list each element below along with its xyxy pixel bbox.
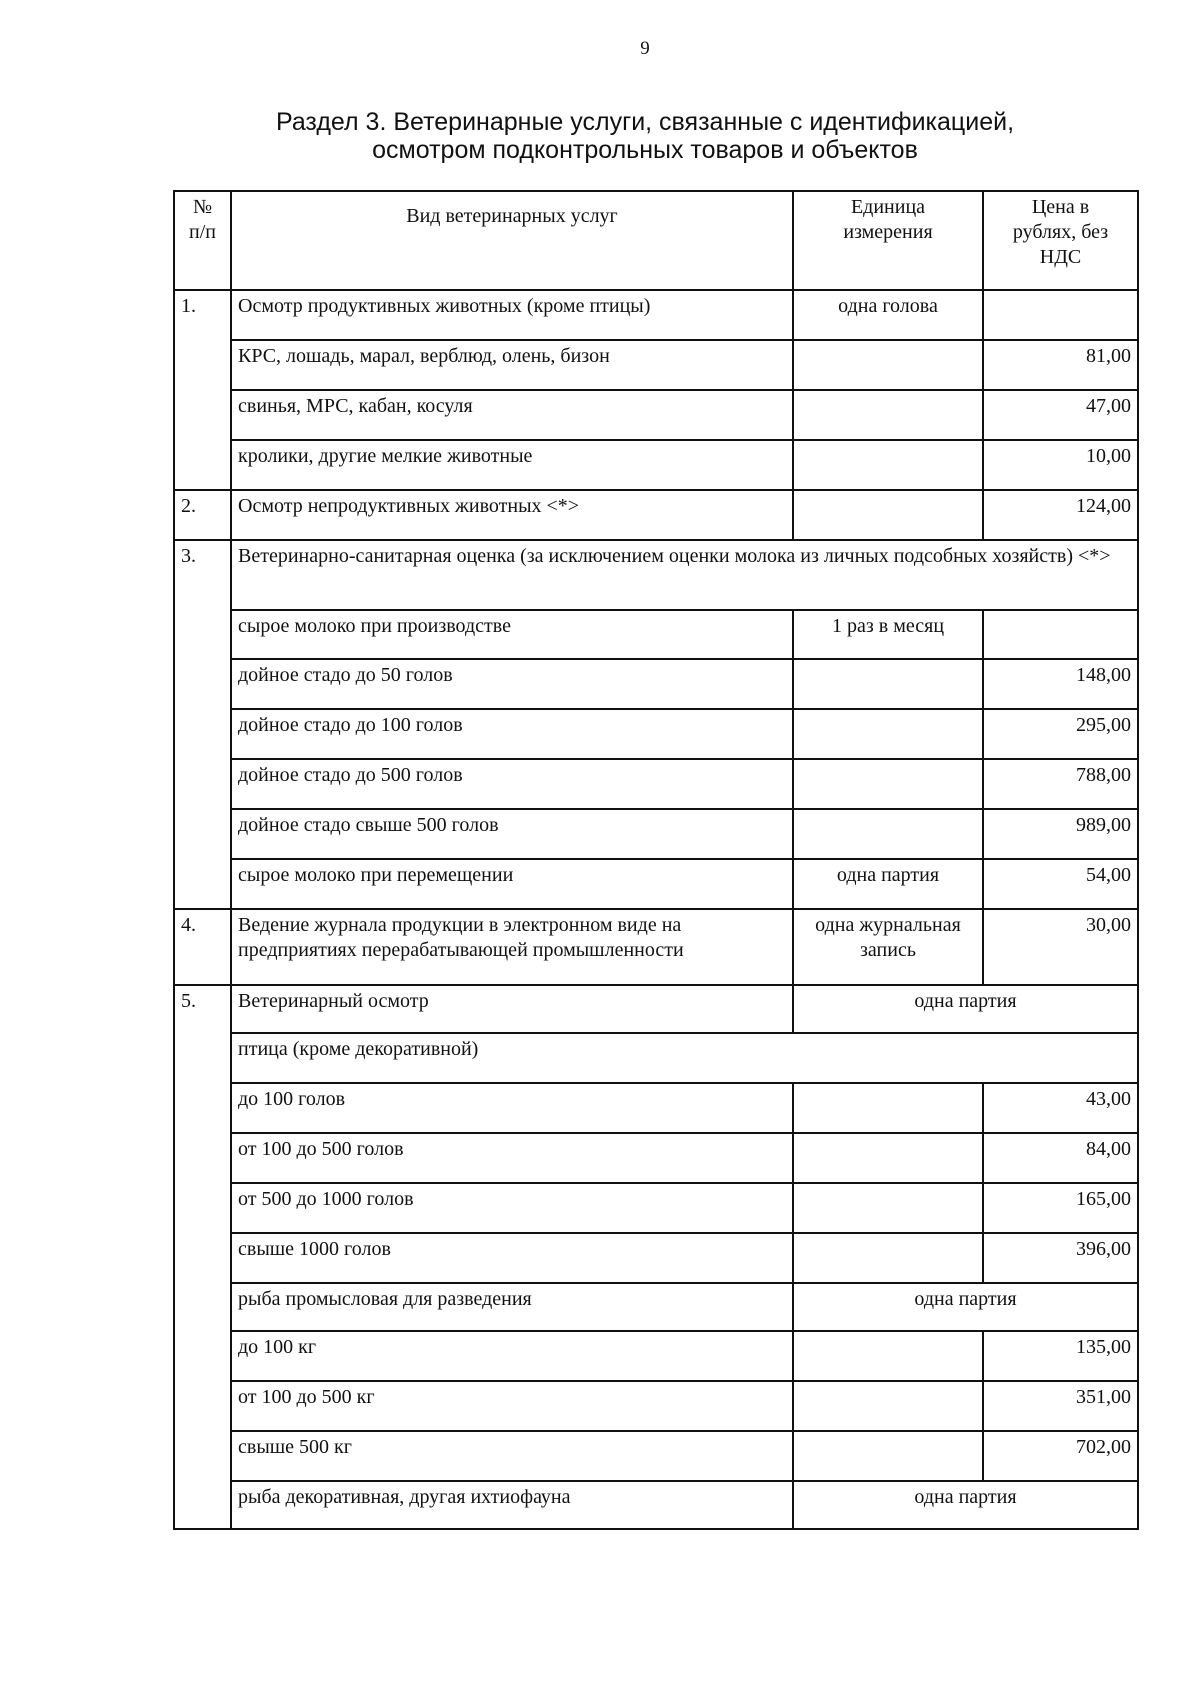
price-cell: 10,00 (983, 440, 1138, 490)
table-row (174, 490, 1138, 540)
subsection-title-cell: рыба промысловая для разведения (231, 1283, 793, 1331)
service-cell: до 100 кг (231, 1331, 793, 1381)
unit-cell (793, 759, 983, 809)
table-row (174, 909, 1138, 985)
price-cell: 396,00 (983, 1233, 1138, 1283)
table-row (174, 290, 1138, 340)
table-row (174, 1381, 1138, 1431)
service-cell: дойное стадо до 50 голов (231, 659, 793, 709)
service-cell: свыше 500 кг (231, 1431, 793, 1481)
table-row (174, 1033, 1138, 1083)
service-cell: от 100 до 500 кг (231, 1381, 793, 1431)
unit-cell (793, 340, 983, 390)
header-num: № п/п (174, 191, 231, 290)
price-cell (983, 610, 1138, 659)
unit-cell (793, 809, 983, 859)
service-cell: дойное стадо до 100 голов (231, 709, 793, 759)
unit-cell (793, 709, 983, 759)
service-cell: сырое молоко при производстве (231, 610, 793, 659)
row-number: 5. (174, 985, 231, 1529)
row-number: 1. (174, 290, 231, 490)
price-cell: 148,00 (983, 659, 1138, 709)
unit-cell (793, 390, 983, 440)
table-row (174, 1183, 1138, 1233)
unit-cell: одна журнальная запись (793, 909, 983, 985)
unit-cell: одна партия (793, 859, 983, 909)
subsection-title-cell: рыба декоративная, другая ихтиофауна (231, 1481, 793, 1529)
service-cell: кролики, другие мелкие животные (231, 440, 793, 490)
table-row (174, 709, 1138, 759)
price-cell: 30,00 (983, 909, 1138, 985)
table-row (174, 1481, 1138, 1529)
table-row (174, 659, 1138, 709)
section-title-cell: Осмотр продуктивных животных (кроме птицы) (231, 290, 793, 340)
section-title-line-1: Раздел 3. Ветеринарные услуги, связанные с идентификацией, (275, 108, 1015, 136)
unit-cell: одна партия (793, 1481, 1138, 1529)
table-row (174, 440, 1138, 490)
row-number: 4. (174, 909, 231, 985)
header-service: Вид ветеринарных услуг (231, 191, 793, 290)
table-row (174, 759, 1138, 809)
price-cell: 43,00 (983, 1083, 1138, 1133)
price-table (173, 190, 1139, 1530)
service-cell: от 100 до 500 голов (231, 1133, 793, 1183)
table-row (174, 1283, 1138, 1331)
unit-cell: 1 раз в месяц (793, 610, 983, 659)
unit-cell: одна голова (793, 290, 983, 340)
price-cell: 135,00 (983, 1331, 1138, 1381)
table-row (174, 1133, 1138, 1183)
price-cell: 54,00 (983, 859, 1138, 909)
row-number: 3. (174, 540, 231, 909)
price-cell: 84,00 (983, 1133, 1138, 1183)
service-cell: КРС, лошадь, марал, верблюд, олень, бизон (231, 340, 793, 390)
service-cell: свыше 1000 голов (231, 1233, 793, 1283)
table-row (174, 1431, 1138, 1481)
unit-cell: одна партия (793, 1283, 1138, 1331)
price-cell: 989,00 (983, 809, 1138, 859)
service-cell: от 500 до 1000 голов (231, 1183, 793, 1233)
unit-cell (793, 1083, 983, 1133)
unit-cell (793, 1431, 983, 1481)
unit-cell (793, 1183, 983, 1233)
section-title-cell: Ветеринарный осмотр (231, 985, 793, 1033)
table-row (174, 859, 1138, 909)
row-number: 2. (174, 490, 231, 540)
subsection-title-cell: птица (кроме декоративной) (231, 1033, 1138, 1083)
section-title-line-2: осмотром подконтрольных товаров и объектов (372, 136, 918, 164)
section-title-cell: Осмотр непродуктивных животных <*> (231, 490, 793, 540)
unit-cell (793, 1331, 983, 1381)
page-number: 9 (640, 38, 650, 59)
price-cell: 124,00 (983, 490, 1138, 540)
service-cell: до 100 голов (231, 1083, 793, 1133)
table-row (174, 340, 1138, 390)
price-cell: 702,00 (983, 1431, 1138, 1481)
service-cell: свинья, МРС, кабан, косуля (231, 390, 793, 440)
price-cell: 788,00 (983, 759, 1138, 809)
price-cell: 295,00 (983, 709, 1138, 759)
table-row (174, 1331, 1138, 1381)
unit-cell (793, 1233, 983, 1283)
service-cell: сырое молоко при перемещении (231, 859, 793, 909)
unit-cell (793, 490, 983, 540)
header-price: Цена в рублях, без НДС (983, 191, 1138, 290)
table-header-row (174, 191, 1138, 290)
service-cell: дойное стадо свыше 500 голов (231, 809, 793, 859)
price-cell: 81,00 (983, 340, 1138, 390)
table-row (174, 390, 1138, 440)
section-title-cell: Ведение журнала продукции в электронном виде на предприятиях перерабатывающей промышленности (231, 909, 793, 985)
unit-cell (793, 1381, 983, 1431)
price-cell (983, 290, 1138, 340)
header-unit: Единица измерения (793, 191, 983, 290)
section-title-cell: Ветеринарно-санитарная оценка (за исключением оценки молока из личных подсобных хозяйств) <*> (231, 540, 1138, 610)
unit-cell (793, 1133, 983, 1183)
table-row (174, 540, 1138, 610)
table-row (174, 1233, 1138, 1283)
price-cell: 351,00 (983, 1381, 1138, 1431)
unit-cell: одна партия (793, 985, 1138, 1033)
unit-cell (793, 440, 983, 490)
section-title (0, 108, 1200, 164)
table-row (174, 985, 1138, 1033)
table-row (174, 610, 1138, 659)
service-cell: дойное стадо до 500 голов (231, 759, 793, 809)
table-row (174, 1083, 1138, 1133)
price-cell: 47,00 (983, 390, 1138, 440)
price-cell: 165,00 (983, 1183, 1138, 1233)
table-row (174, 809, 1138, 859)
unit-cell (793, 659, 983, 709)
